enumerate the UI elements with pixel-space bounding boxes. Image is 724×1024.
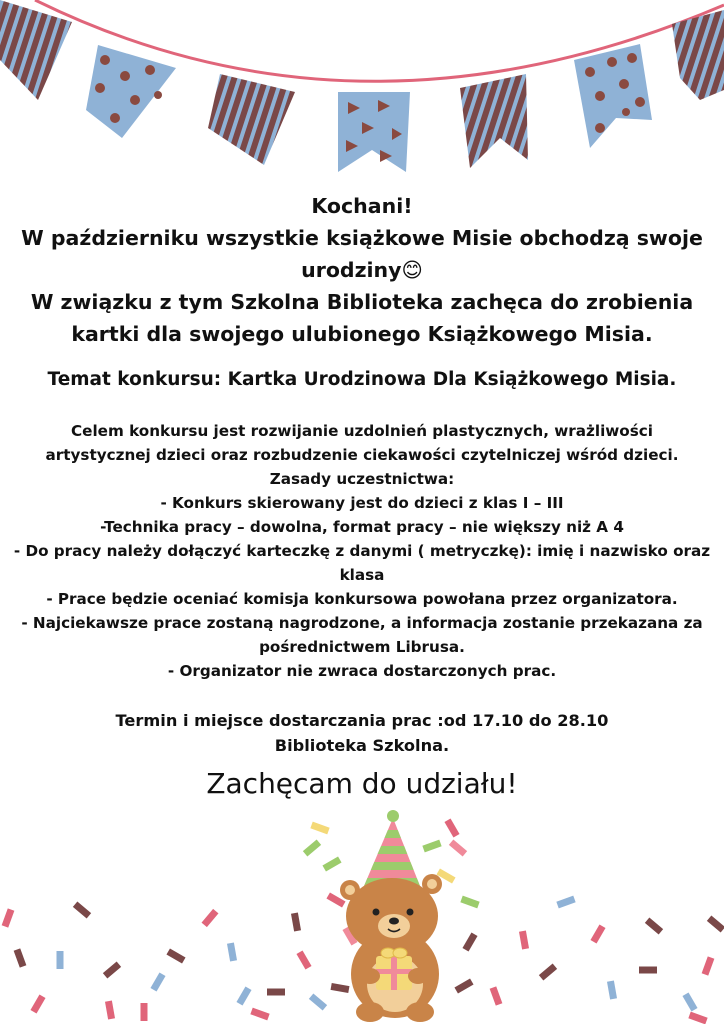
closing-invitation: Zachęcam do udziału! (206, 767, 518, 800)
rule-item: - Organizator nie zwraca dostarczonych prac. (167, 662, 557, 680)
confetti-piece (539, 964, 557, 981)
confetti-piece (57, 951, 64, 969)
confetti-piece (105, 1001, 115, 1020)
confetti-piece (250, 1008, 269, 1021)
confetti-piece (688, 1012, 707, 1024)
confetti-piece (267, 989, 285, 996)
confetti-piece (227, 943, 237, 962)
confetti-piece (103, 962, 121, 979)
rules-heading: Zasady uczestnictwa: (269, 470, 455, 488)
confetti-piece (14, 948, 27, 967)
confetti-piece (639, 967, 657, 974)
contest-topic: Temat konkursu: Kartka Urodzinowa Dla Książkowego Misia. (47, 369, 677, 390)
confetti-piece (702, 956, 715, 975)
greeting: Kochani! (311, 194, 413, 218)
rule-item: pośrednictwem Librusa. (259, 638, 465, 656)
rule-item: klasa (339, 566, 385, 584)
confetti-piece (141, 1003, 148, 1021)
gift-icon (376, 948, 412, 990)
confetti-piece (490, 986, 503, 1005)
confetti-piece (590, 924, 605, 943)
confetti-piece (449, 840, 467, 857)
confetti-piece (166, 948, 185, 963)
goal-line-1: Celem konkursu jest rozwijanie uzdolnień plastycznych, wrażliwości (71, 422, 653, 440)
rule-item: - Do pracy należy dołączyć karteczkę z danymi ( metryczkę): imię i nazwisko oraz (13, 542, 711, 560)
confetti-piece (454, 978, 473, 993)
teddy-bear-illustration (298, 806, 448, 1024)
confetti-piece (202, 909, 219, 927)
party-hat-icon (358, 810, 428, 886)
confetti-piece (236, 986, 251, 1005)
goal-line-2: artystycznej dzieci oraz rozbudzenie ciekawości czytelniczej wśród dzieci. (45, 446, 679, 464)
rule-item: - Konkurs skierowany jest do dzieci z klas I – III (160, 494, 564, 512)
deadline-line-2: Biblioteka Szkolna. (274, 736, 450, 755)
rule-item: - Najciekawsze prace zostaną nagrodzone, a informacja zostanie przekazana za (21, 614, 703, 632)
confetti-piece (73, 902, 91, 919)
confetti-piece (556, 896, 575, 909)
rule-item: -Technika pracy – dowolna, format pracy – nie większy niż A 4 (100, 518, 624, 536)
confetti-piece (519, 931, 529, 950)
confetti-piece (682, 992, 697, 1011)
confetti-piece (607, 981, 617, 1000)
confetti-piece (460, 896, 479, 909)
confetti-piece (462, 932, 477, 951)
intro-line-2: urodziny😊 (301, 258, 423, 282)
intro-line-1: W październiku wszystkie książkowe Misie obchodzą swoje (21, 226, 703, 250)
intro-line-3: W związku z tym Szkolna Biblioteka zachęca do zrobienia (30, 290, 694, 314)
confetti-piece (2, 908, 15, 927)
confetti-piece (30, 994, 45, 1013)
confetti-piece (150, 972, 165, 991)
confetti-piece (707, 916, 724, 933)
rule-item: - Prace będzie oceniać komisja konkursowa powołana przez organizatora. (46, 590, 678, 608)
confetti-piece (645, 918, 663, 935)
deadline-line-1: Termin i miejsce dostarczania prac :od 17.10 do 28.10 (115, 711, 609, 730)
intro-line-4: kartki dla swojego ulubionego Książkowego Misia. (71, 322, 653, 346)
